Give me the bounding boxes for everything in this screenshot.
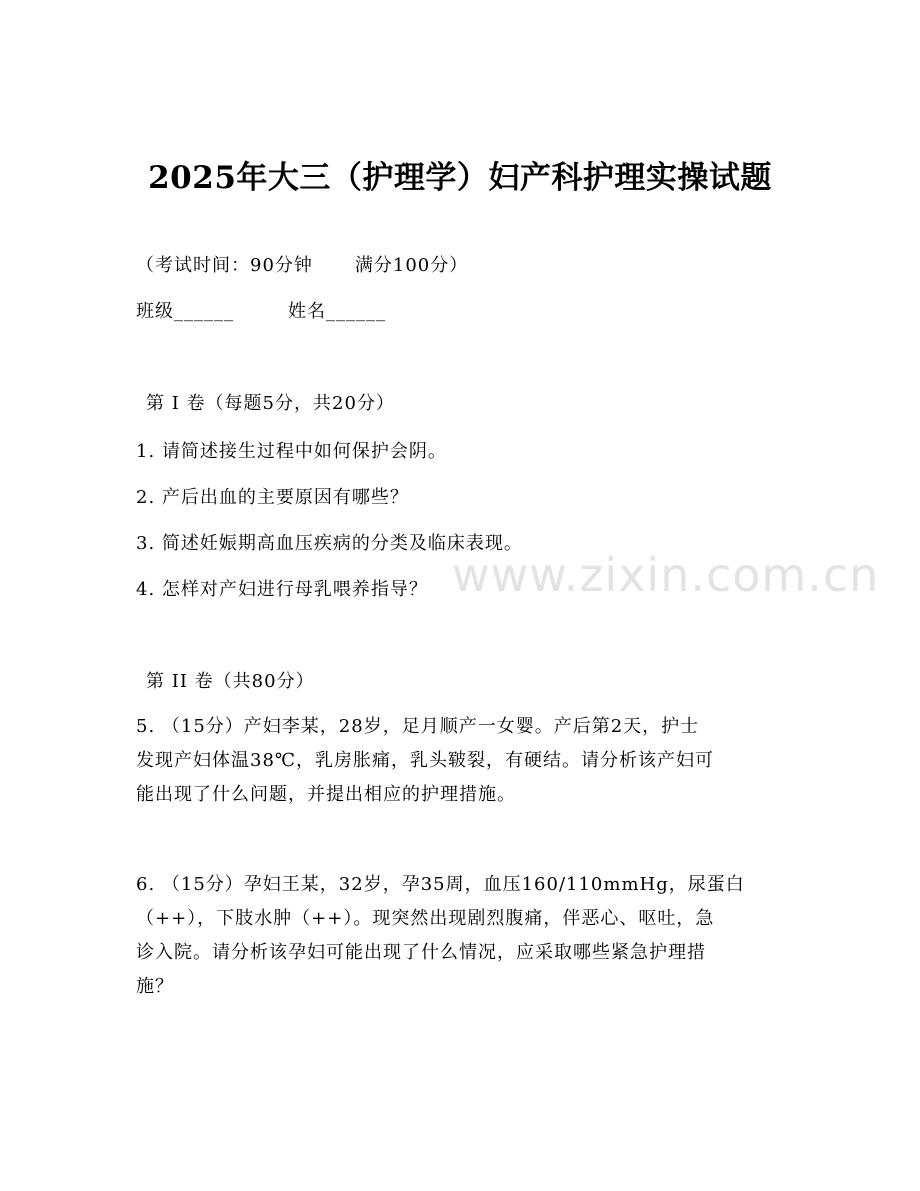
exam-info [136,254,468,278]
question-5-line: 能出现了什么问题，并提出相应的护理措施。 [136,784,516,805]
question-5-line: 发现产妇体温38℃，乳房胀痛，乳头皲裂，有硬结。请分析该产妇可 [136,750,715,771]
name-field: 姓名______ [288,301,386,322]
question-5 [136,710,776,812]
question-5-line: 5. （15分）产妇李某，28岁，足月顺产一女婴。产后第2天，护士 [136,716,700,737]
exam-full-score: 满分100分） [354,255,469,276]
question-6-line: 施？ [136,976,174,997]
question-6 [136,868,776,1004]
question-6-line: 诊入院。请分析该孕妇可能出现了什么情况，应采取哪些紧急护理措 [136,942,706,963]
question-6-line: 6. （15分）孕妇王某，32岁，孕35周，血压160/110mmHg，尿蛋白 [136,874,745,895]
section2-heading: 第 II 卷（共80分） [146,671,315,692]
question-4: 4. 怎样对产妇进行母乳喂养指导？ [136,579,428,600]
exam-time: （考试时间：90分钟 [136,255,313,276]
question-3: 3. 简述妊娠期高血压疾病的分类及临床表现。 [136,533,523,554]
class-field: 班级______ [136,301,234,322]
question-1: 1. 请简述接生过程中如何保护会阴。 [136,441,447,462]
question-2: 2. 产后出血的主要原因有哪些？ [136,487,409,508]
question-6-line: （++），下肢水肿（++）。现突然出现剧烈腹痛，伴恶心、呕吐，急 [136,908,715,929]
section1-heading: 第 I 卷（每题5分，共20分） [146,393,395,414]
document-title: 2025年大三（护理学）妇产科护理实操试题 [148,160,772,196]
student-fields [136,300,386,324]
watermark: www.zixin.com.cn [452,548,880,602]
